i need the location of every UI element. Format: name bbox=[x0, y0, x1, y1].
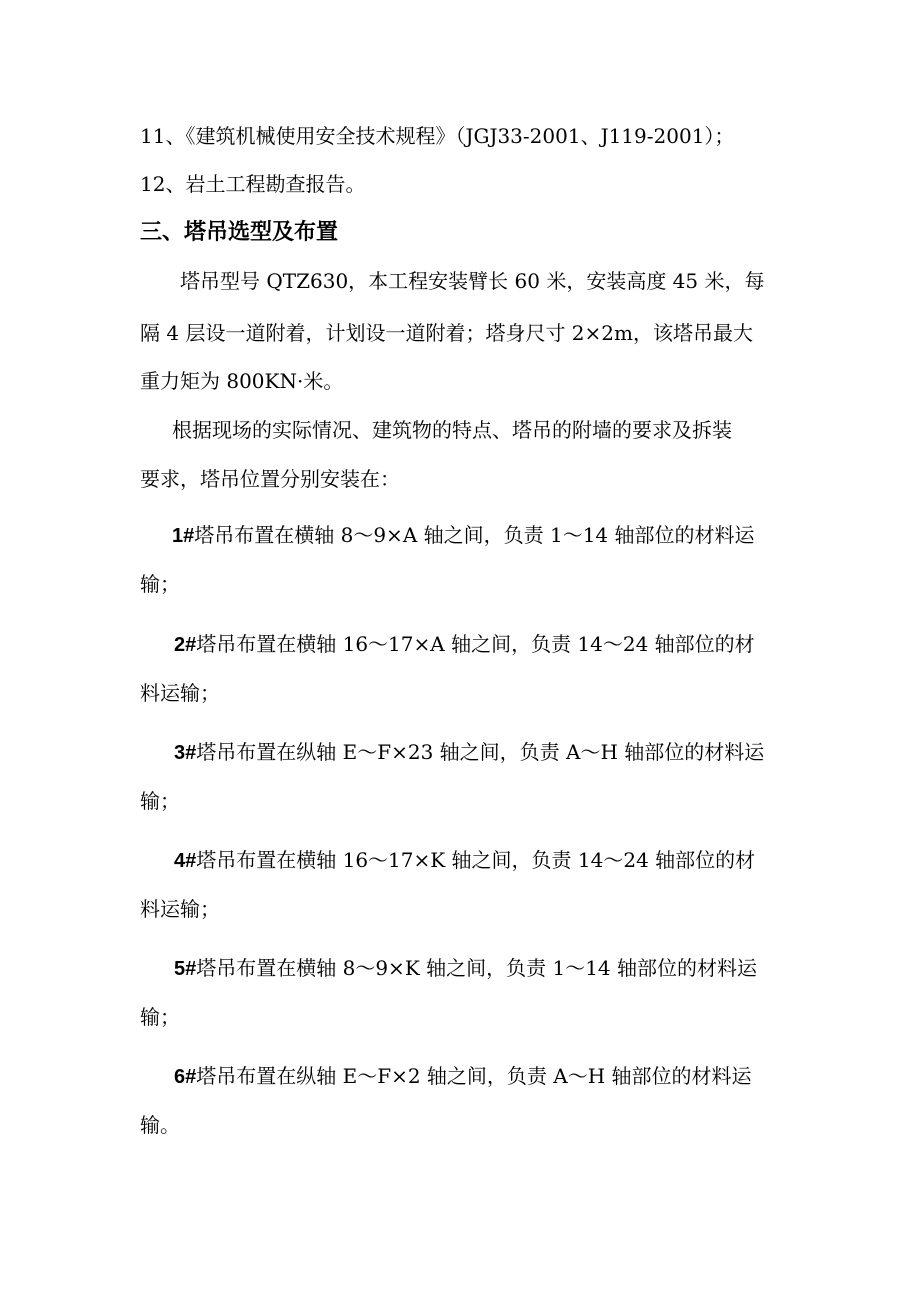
crane-item-2-line-2: 料运输； bbox=[140, 681, 220, 705]
crane-description: 塔吊布置在横轴 8～9×A 轴之间，负责 1～14 轴部位的材料运 bbox=[194, 523, 755, 547]
crane-item-2-line-1 bbox=[174, 631, 755, 658]
crane-item-1-line-2: 输； bbox=[140, 572, 180, 596]
crane-item-5-line-1 bbox=[174, 955, 757, 982]
crane-item-4-line-2: 料运输； bbox=[140, 897, 220, 921]
crane-item-3-line-2: 输； bbox=[140, 789, 180, 813]
intro-line-2: 隔 4 层设一道附着，计划设一道附着；塔身尺寸 2×2m，该塔吊最大 bbox=[140, 321, 753, 345]
reference-item-11: 11、《建筑机械使用安全技术规程》（JGJ33-2001、J119-2001）； bbox=[140, 124, 735, 148]
crane-number: 1# bbox=[172, 525, 195, 547]
crane-description: 塔吊布置在横轴 16～17×A 轴之间，负责 14～24 轴部位的材 bbox=[196, 632, 755, 656]
crane-item-6-line-2: 输。 bbox=[140, 1113, 180, 1137]
section-heading: 三、塔吊选型及布置 bbox=[140, 220, 339, 245]
crane-description: 塔吊布置在横轴 8～9×K 轴之间，负责 1～14 轴部位的材料运 bbox=[196, 956, 758, 980]
crane-item-6-line-1 bbox=[174, 1063, 752, 1090]
crane-number: 3# bbox=[174, 742, 197, 764]
crane-item-4-line-1 bbox=[174, 847, 755, 874]
intro-line-3: 重力矩为 800KN·米。 bbox=[140, 369, 344, 393]
crane-item-5-line-2: 输； bbox=[140, 1005, 180, 1029]
crane-number: 2# bbox=[174, 634, 197, 656]
crane-number: 5# bbox=[174, 958, 197, 980]
intro-line-1: 塔吊型号 QTZ630，本工程安装臂长 60 米，安装高度 45 米，每 bbox=[180, 269, 765, 293]
location-intro-line-1: 根据现场的实际情况、建筑物的特点、塔吊的附墙的要求及拆装 bbox=[172, 418, 732, 442]
reference-item-12: 12、岩土工程勘查报告。 bbox=[140, 172, 366, 196]
crane-number: 4# bbox=[174, 850, 197, 872]
crane-number: 6# bbox=[174, 1066, 197, 1088]
location-intro-line-2: 要求，塔吊位置分别安装在： bbox=[140, 467, 400, 491]
crane-description: 塔吊布置在横轴 16～17×K 轴之间，负责 14～24 轴部位的材 bbox=[196, 848, 756, 872]
crane-description: 塔吊布置在纵轴 E～F×23 轴之间，负责 A～H 轴部位的材料运 bbox=[196, 740, 765, 764]
crane-item-1-line-1 bbox=[172, 522, 755, 549]
crane-item-3-line-1 bbox=[174, 739, 764, 766]
crane-description: 塔吊布置在纵轴 E～F×2 轴之间，负责 A～H 轴部位的材料运 bbox=[196, 1064, 752, 1088]
